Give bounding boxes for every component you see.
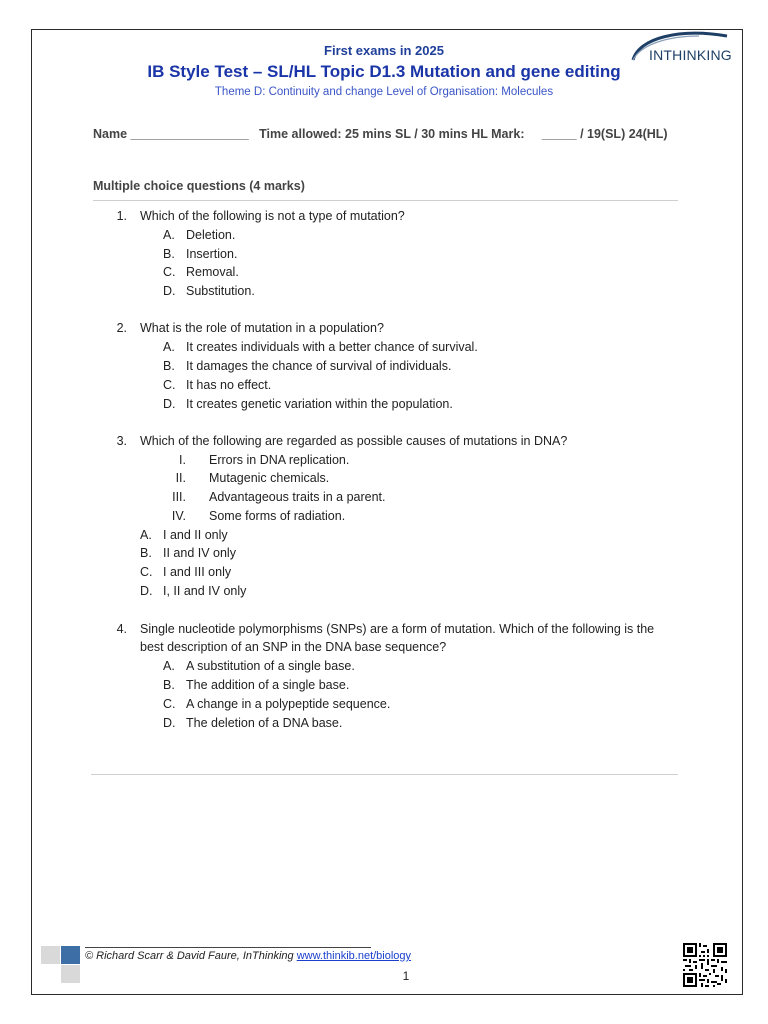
- exam-year-heading: First exams in 2025: [324, 43, 444, 58]
- statement-label: III.: [172, 490, 186, 504]
- end-divider: [91, 774, 678, 775]
- option-label: B.: [163, 359, 175, 373]
- option-label: A.: [163, 228, 175, 242]
- option-label: C.: [140, 565, 153, 579]
- option-label: D.: [140, 584, 153, 598]
- footer-decor-square: [61, 946, 80, 964]
- option-label: B.: [163, 247, 175, 261]
- option-label: A.: [140, 528, 152, 542]
- option-text: Insertion.: [186, 247, 238, 261]
- page-number: 1: [402, 969, 410, 983]
- question-number: 2.: [116, 321, 127, 335]
- footer-rule: [85, 947, 371, 948]
- qr-code-icon: [683, 943, 727, 987]
- option-text: A substitution of a single base.: [186, 659, 355, 673]
- option-label: D.: [163, 397, 176, 411]
- option-text: The deletion of a DNA base.: [186, 716, 343, 730]
- statement-label: I.: [179, 453, 186, 467]
- section-divider: [93, 200, 678, 201]
- statement-text: Some forms of radiation.: [209, 509, 346, 523]
- statement-text: Errors in DNA replication.: [209, 453, 350, 467]
- question-text: What is the role of mutation in a population?: [140, 321, 384, 335]
- option-text: Deletion.: [186, 228, 236, 242]
- test-title: IB Style Test – SL/HL Topic D1.3 Mutation and gene editing: [147, 62, 621, 81]
- option-text: Removal.: [186, 265, 239, 279]
- question-number: 3.: [116, 434, 127, 448]
- option-text: I and II only: [163, 528, 228, 542]
- footer-credit-text: © Richard Scarr & David Faure, InThinking: [85, 950, 294, 962]
- theme-subtitle: Theme D: Continuity and change Level of Organisation: Molecules: [214, 86, 554, 98]
- option-text: It has no effect.: [186, 378, 272, 392]
- option-label: B.: [140, 546, 152, 560]
- footer-decor-square: [41, 946, 60, 964]
- statement-text: Mutagenic chemicals.: [209, 471, 330, 485]
- option-text: II and IV only: [163, 546, 236, 560]
- statement-text: Advantageous traits in a parent.: [209, 490, 386, 504]
- option-text: It damages the chance of survival of individuals.: [186, 359, 452, 373]
- statement-label: II.: [175, 471, 186, 485]
- footer-link[interactable]: www.thinkib.net/biology: [296, 950, 412, 962]
- option-label: C.: [163, 378, 176, 392]
- option-text: The addition of a single base.: [186, 678, 350, 692]
- option-text: I, II and IV only: [163, 584, 247, 598]
- page-border: [31, 29, 743, 995]
- question-text: Which of the following is not a type of mutation?: [140, 209, 405, 223]
- option-label: C.: [163, 697, 176, 711]
- question-number: 4.: [116, 622, 127, 636]
- section-title: Multiple choice questions (4 marks): [93, 179, 305, 193]
- option-text: I and III only: [163, 565, 232, 579]
- logo-text: INTHINKING: [649, 47, 732, 63]
- option-text: It creates genetic variation within the population.: [186, 397, 453, 411]
- option-text: A change in a polypeptide sequence.: [186, 697, 391, 711]
- option-text: Substitution.: [186, 284, 255, 298]
- option-label: D.: [163, 284, 176, 298]
- option-text: It creates individuals with a better chance of survival.: [186, 340, 478, 354]
- name-time-mark-line: Name _________________ Time allowed: 25 mins SL / 30 mins HL Mark: _____ / 19(SL) 24(HL): [93, 127, 668, 141]
- question-number: 1.: [116, 209, 127, 223]
- question-text: Which of the following are regarded as possible causes of mutations in DNA?: [140, 434, 568, 448]
- option-label: A.: [163, 659, 175, 673]
- inthinking-logo: [627, 30, 731, 70]
- option-label: B.: [163, 678, 175, 692]
- question-text-line2: best description of an SNP in the DNA base sequence?: [140, 640, 447, 654]
- option-label: A.: [163, 340, 175, 354]
- option-label: D.: [163, 716, 176, 730]
- footer-credit: [85, 950, 411, 962]
- statement-label: IV.: [171, 509, 186, 523]
- question-text-line1: Single nucleotide polymorphisms (SNPs) are a form of mutation. Which of the following is the: [140, 622, 655, 636]
- option-label: C.: [163, 265, 176, 279]
